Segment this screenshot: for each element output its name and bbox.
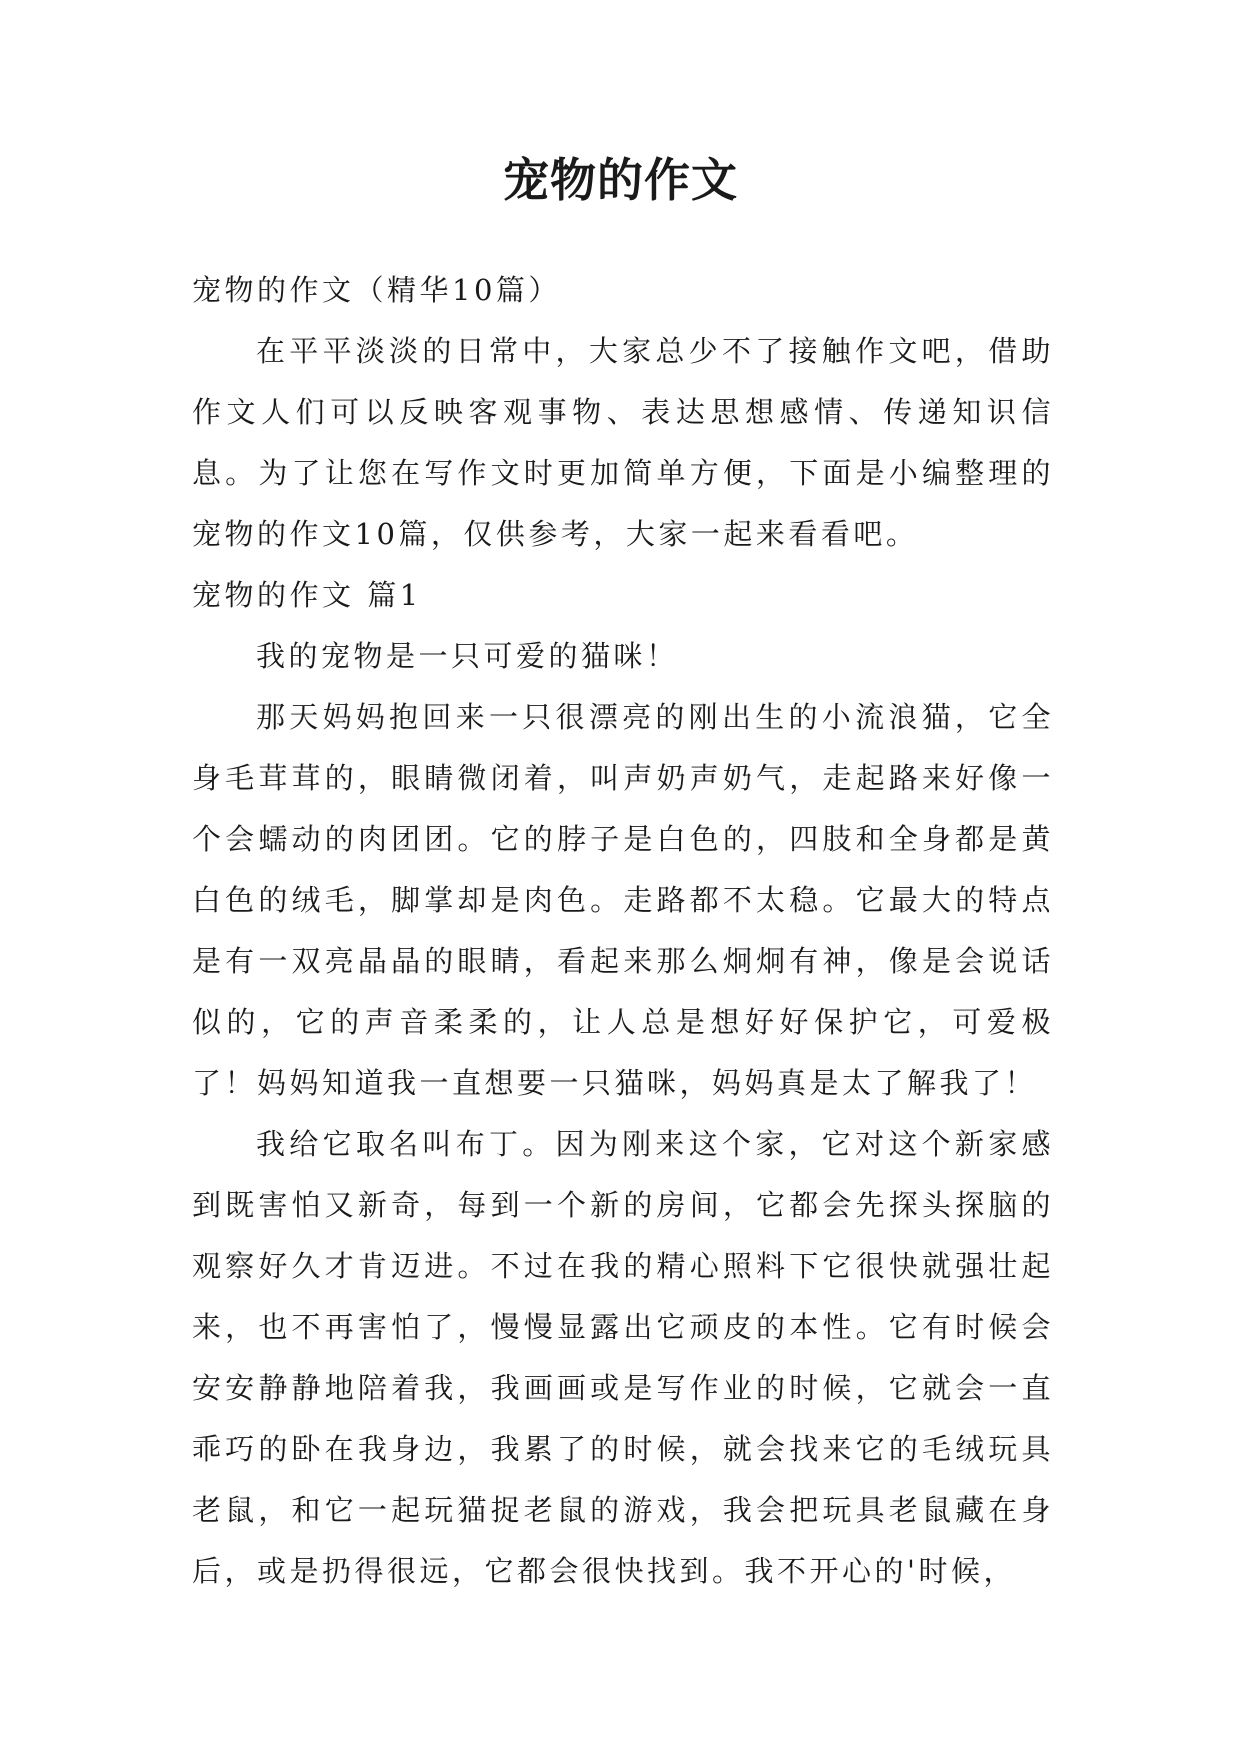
intro-paragraph: 在平平淡淡的日常中，大家总少不了接触作文吧，借助作文人们可以反映客观事物、表达思想感情、传递知识信息。为了让您在写作文时更加简单方便，下面是小编整理的宠物的作文10篇，仅供参考，大家一起来看看吧。 [192,334,1054,551]
body-paragraph: 那天妈妈抱回来一只很漂亮的刚出生的小流浪猫，它全身毛茸茸的，眼睛微闭着，叫声奶声奶气，走起路来好像一个会蠕动的肉团团。它的脖子是白色的，四肢和全身都是黄白色的绒毛，脚掌却是肉色。走路都不太稳。它最大的特点是有一双亮晶晶的眼睛，看起来那么炯炯有神，像是会说话似的，它的声音柔柔的，让人总是想好好保护它，可爱极了！妈妈知道我一直想要一只猫咪，妈妈真是太了解我了！ [192,700,1054,1100]
body-paragraph: 我给它取名叫布丁。因为刚来这个家，它对这个新家感到既害怕又新奇，每到一个新的房间，它都会先探头探脑的观察好久才肯迈进。不过在我的精心照料下它很快就强壮起来，也不再害怕了，慢慢显露出它顽皮的本性。它有时候会安安静静地陪着我，我画画或是写作业的时候，它就会一直乖巧的卧在我身边，我累了的时候，就会找来它的毛绒玩具老鼠，和它一起玩猫捉老鼠的游戏，我会把玩具老鼠藏在身后，或是扔得很远，它都会很快找到。我不开心的'时候， [192,1127,1054,1588]
document-subtitle: 宠物的作文（精华10篇） [192,273,561,307]
document-body [192,260,1054,1602]
section-heading: 宠物的作文 篇1 [192,578,422,612]
document-title: 宠物的作文 [503,153,738,207]
body-paragraph: 我的宠物是一只可爱的猫咪！ [256,639,679,673]
